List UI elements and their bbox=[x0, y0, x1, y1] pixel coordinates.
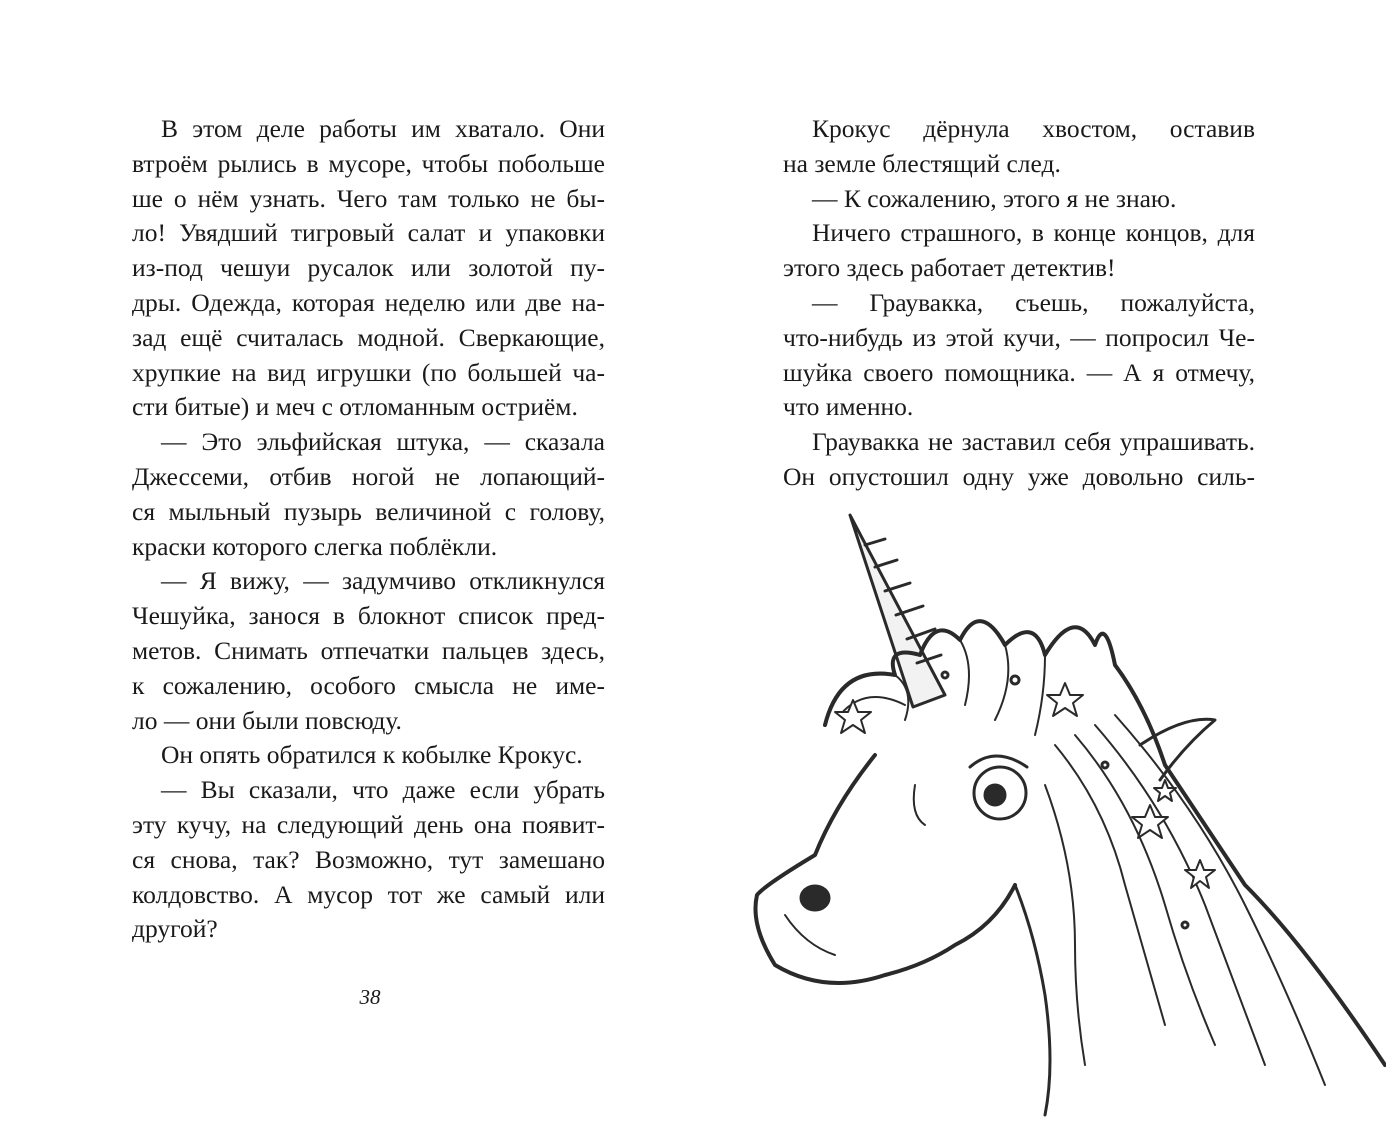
text-line: В этом деле работы им хватало. Они bbox=[161, 114, 605, 143]
text-line: что-нибудь из этой кучи, — попросил Че- bbox=[783, 322, 1255, 352]
text-line: метов. Снимать отпечатки пальцев здесь, bbox=[132, 635, 605, 665]
text-line: Он опять обратился к кобылке Крокус. bbox=[161, 740, 583, 770]
text-line: — Это эльфийская штука, — сказала bbox=[161, 427, 605, 457]
unicorn-head-icon bbox=[745, 505, 1386, 1125]
text-line: Крокус дёрнула хвостом, оставив bbox=[812, 114, 1255, 143]
text-line: что именно. bbox=[783, 392, 914, 422]
text-line: краски которого слегка поблёкли. bbox=[132, 531, 498, 561]
text-line: из-под чешуи русалок или золотой пу- bbox=[132, 253, 605, 283]
text-line: дры. Одежда, которая неделю или две на- bbox=[132, 287, 605, 317]
right-text-column bbox=[783, 112, 1255, 495]
page-number: 38 bbox=[359, 985, 381, 1009]
left-text-column bbox=[132, 112, 605, 947]
text-line: — Я вижу, — задумчиво откликнулся bbox=[161, 566, 605, 596]
text-line: ло! Увядший тигровый салат и упаковки bbox=[132, 218, 605, 248]
text-line: ше о нём узнать. Чего там только не бы- bbox=[132, 183, 605, 213]
text-line: другой? bbox=[132, 914, 218, 944]
text-line: — К сожалению, этого я не знаю. bbox=[812, 183, 1177, 213]
text-line: колдовство. А мусор тот же самый или bbox=[132, 879, 605, 909]
text-line: Ничего страшного, в конце концов, для bbox=[812, 218, 1255, 248]
text-line: втроём рылись в мусоре, чтобы побольше bbox=[132, 148, 605, 178]
text-line: на земле блестящий след. bbox=[783, 148, 1061, 178]
text-line: зад ещё считалась модной. Сверкающие, bbox=[132, 322, 605, 352]
text-line: этого здесь работает детектив! bbox=[783, 253, 1116, 283]
text-line: ся снова, так? Возможно, тут замешано bbox=[132, 844, 605, 874]
text-line: хрупкие на вид игрушки (по большей ча- bbox=[132, 357, 605, 387]
text-line: шуйка своего помощника. — А я отмечу, bbox=[783, 357, 1255, 387]
text-line: — Вы сказали, что даже если убрать bbox=[161, 775, 605, 805]
text-line: Граувакка не заставил себя упрашивать. bbox=[812, 427, 1255, 457]
text-line: Джессеми, отбив ногой не лопающий- bbox=[132, 461, 605, 491]
text-line: эту кучу, на следующий день она появит- bbox=[132, 809, 605, 839]
text-line: ся мыльный пузырь величиной с голову, bbox=[132, 496, 605, 526]
text-line: Он опустошил одну уже довольно силь- bbox=[783, 461, 1255, 491]
text-line: — Граувакка, съешь, пожалуйста, bbox=[812, 287, 1255, 317]
text-line: сти битые) и меч с отломанным остриём. bbox=[132, 392, 578, 422]
text-line: ло — они были повсюду. bbox=[132, 705, 402, 735]
text-line: Чешуйка, занося в блокнот список пред- bbox=[132, 601, 605, 631]
text-line: к сожалению, особого смысла не име- bbox=[132, 670, 605, 700]
